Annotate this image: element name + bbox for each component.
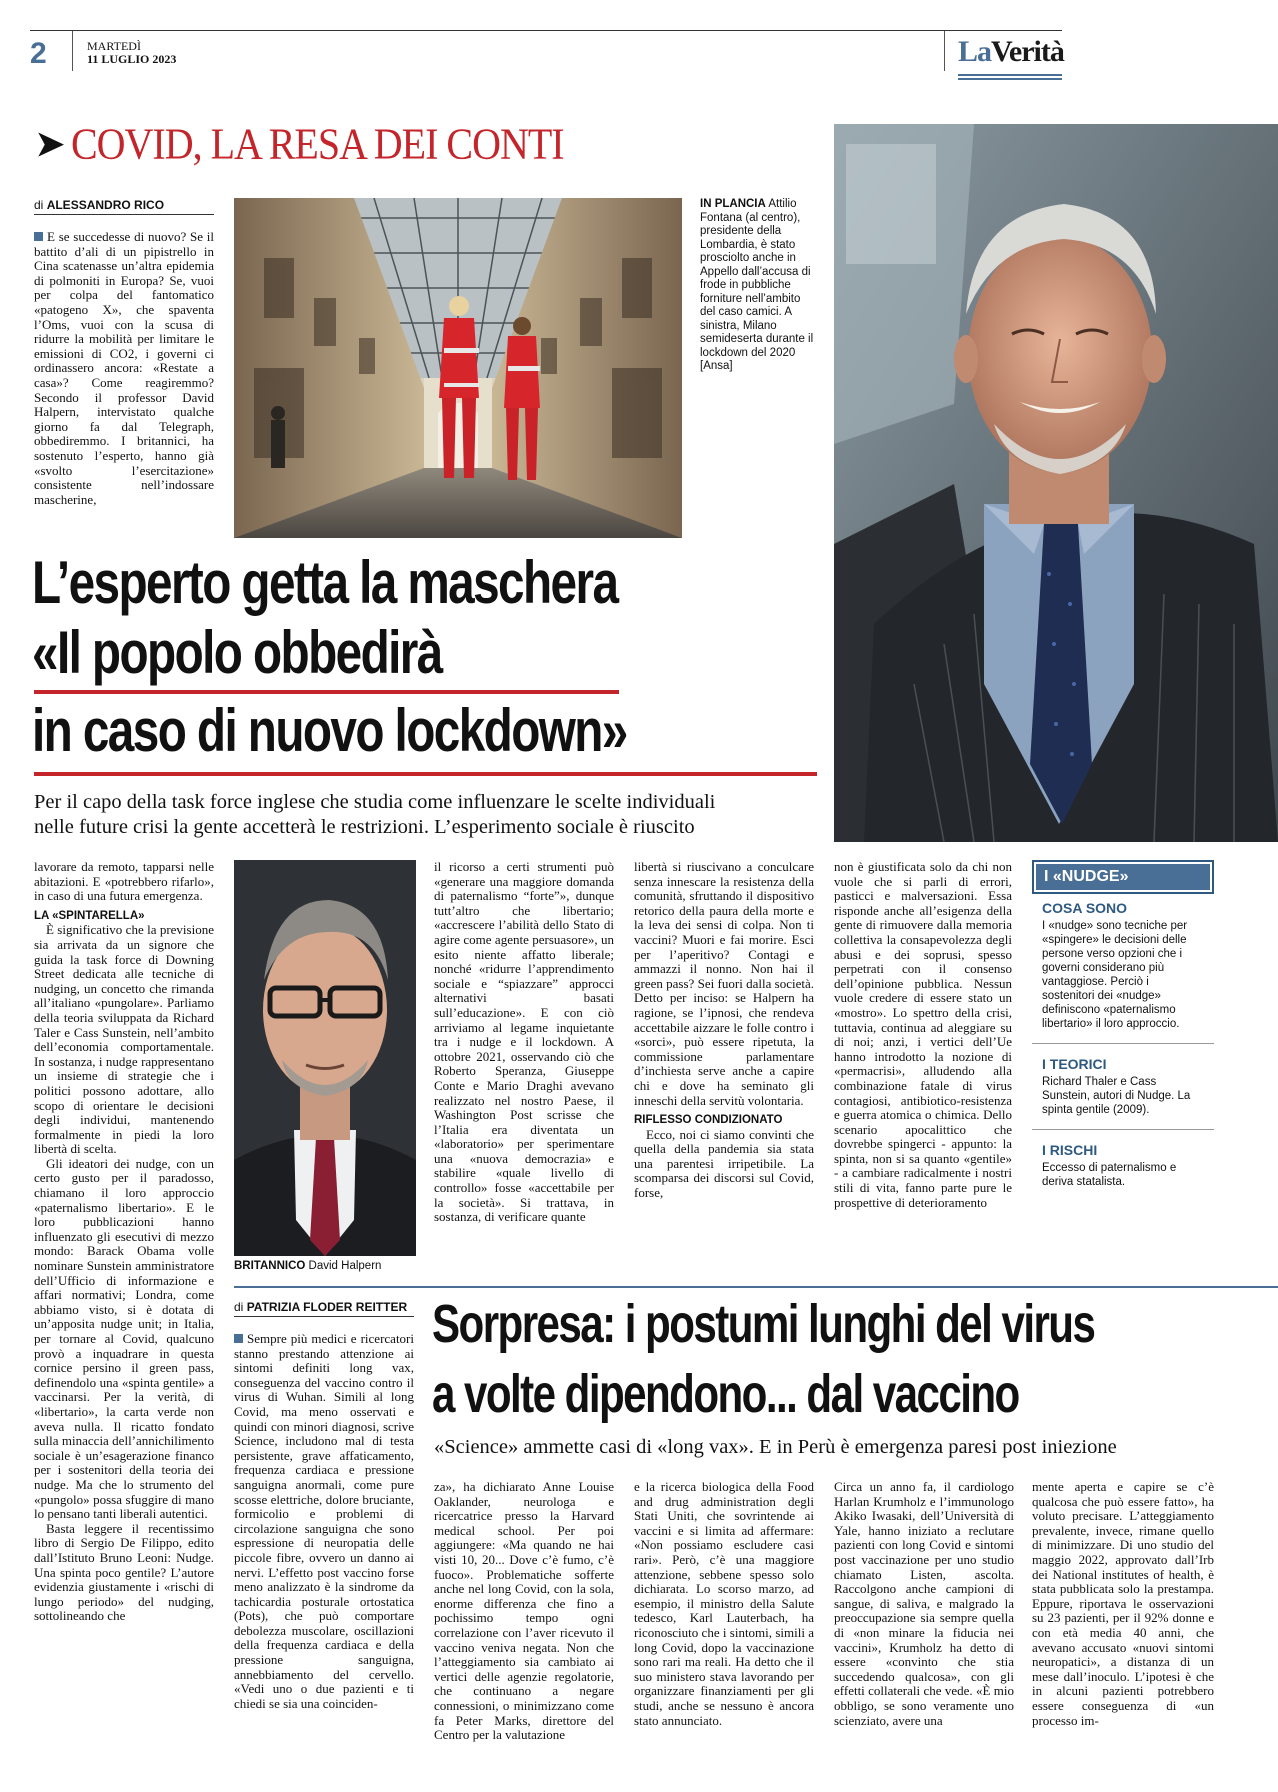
weekday: MARTEDÌ xyxy=(87,39,141,53)
date: 11 LUGLIO 2023 xyxy=(87,52,177,66)
author-name: ALESSANDRO RICO xyxy=(46,198,165,212)
newspaper-logo xyxy=(958,35,1064,69)
article1-col3: il ricorso a certi strumenti può «generare una maggiore domanda di paternalismo “forte”», dunque tutt’altro che libertario; «accrescere l’abilità dello Stato di agire come agente persuasore», un esito niente affatto liberale; nonché «ridurre l’apprendimento sociale e “spiazzare” approcci alternativi basati sull’educazione». E con ciò arriviamo al legame inquietante tra i nudge e il lockdown. A ottobre 2021, osservando ciò che Roberto Speranza, Giuseppe Conte e Mario Draghi avevano realizzato nel nostro Paese, il Washington Post scrisse che l’Italia era diventata un «laboratorio» per sperimentare una «nuova democrazia» e stabilire «quale livello di controllo» fosse «accettabile per la società». Si trattava, in sostanza, di verificare quante xyxy=(434,860,614,1225)
article2-col3: e la ricerca biologica della Food and drug administration degli Stati Uniti, che sovrintende ai vaccini e si limita ad affermare: «Non possiamo escludere casi rari». Però, c’è una maggiore attenzione, sebbene spesso solo dichiarata. Lo scorso marzo, ad esempio, il ministro della Salute tedesco, Karl Lauterbach, ha riconosciuto che i sintomi, simili a long Covid, dopo la vaccinazione sono rari ma reali. Ha detto che il suo ministero stava lavorando per organizzare finanziamenti per gli studi, anche se nessuno è ancora stato annunciato. xyxy=(634,1480,814,1728)
sidebar-block-teorici: I TEORICI Richard Thaler e Cass Sunstein, autori di Nudge. La spinta gentile (2009). xyxy=(1032,1044,1214,1130)
caption-label: IN PLANCIA xyxy=(700,198,766,210)
photo-caption-britannico: BRITANNICO David Halpern xyxy=(234,1260,382,1272)
byline-article1: di ALESSANDRO RICO xyxy=(34,198,214,215)
headline-underline-2 xyxy=(34,772,817,776)
subheading-spintarella: LA «SPINTARELLA» xyxy=(34,909,145,922)
headline-article1-line1: L’esperto getta la maschera xyxy=(32,549,618,616)
square-bullet-icon-2 xyxy=(234,1334,243,1343)
standfirst-article1: Per il capo della task force inglese che studia come influenzare le scelte individuali nelle future crisi la gente accetterà le restrizioni. L’esperimento sociale è riuscito xyxy=(34,791,716,838)
sidebar-nudge xyxy=(1032,860,1214,1201)
headline-article1-line3: in caso di nuovo lockdown» xyxy=(32,697,627,764)
photo-david-halpern xyxy=(234,860,416,1256)
figure-passerby xyxy=(271,406,285,468)
subheading-riflesso: RIFLESSO CONDIZIONATO xyxy=(634,1114,783,1127)
sidebar-block-rischi: I RISCHI Eccesso di paternalismo e deriva statalista. xyxy=(1042,1142,1177,1188)
byline-article2: di PATRIZIA FLODER REITTER xyxy=(234,1300,414,1317)
photo-attilio-fontana xyxy=(834,124,1278,842)
headline-article1-line2: «Il popolo obbedirà xyxy=(32,619,442,686)
photo-galleria-milano xyxy=(234,198,682,538)
article2-col1: Sempre più medici e ricercatori stanno prestando attenzione ai sintomi definiti long vax, conseguenza del vaccino contro il virus di Wuhan. Simili al long Covid, ma meno osservati e quindi con minori diagnosi, scrive Science, includono mal di testa persistente, grave affaticamento, frequenza cardiaca e pressione sanguigna anormali, come pure scosse elettriche, dolore bruciante, formicolio e problemi di circolazione sanguigna che sono espressione di neuropatia delle piccole fibre, ovvero un danno ai nervi. L’effetto post vaccino forse meno analizzato è la sindrome da tachicardia posturale ortostatica (Pots), che può comportare debolezza muscolare, oscillazioni della frequenza cardiaca e della pressione sanguigna, annebbiamento del cervello. «Vedi uno o due pazienti e ti chiedi se sia una coinciden- xyxy=(234,1332,414,1711)
fontana-illustration xyxy=(834,124,1278,842)
article2-col2: za», ha dichiarato Anne Louise Oaklander, neurologa e ricercatrice presso la Harvard medical school. Per poi aggiungere: «Ma quando ne hai visti 10, 20... Dove c’è fumo, c’è fuoco». Problematiche sofferte anche nel long Covid, con la sola, enorme differenza che fino a pochissimo tempo ogni correlazione con l’aver ricevuto il vaccino veniva negata. Non che l’atteggiamento sia cambiato ai vertici delle agenzie regolatorie, che continuano a negare connessioni, o minimizzano come fa Peter Marks, direttore del Centro per la valutazione xyxy=(434,1480,614,1743)
photo-caption-in-plancia: IN PLANCIA Attilio Fontana (al centro), presidente della Lombardia, è stato prosciolto anche in Appello dall’accusa di frode in pubbliche forniture nell’ambito del caso camici. A sinistra, Milano semideserta durante il lockdown del 2020 [Ansa] xyxy=(700,198,814,372)
headline-article2-line2: a volte dipendono... dal vaccino xyxy=(432,1364,1019,1424)
logo-verita: Verità xyxy=(991,35,1064,68)
article1-col4: libertà si riuscivano a conculcare senza innescare la resistenza della comunità, sfruttando il dispositivo retorico della paura della morte e la leva dei sensi di colpa. Non ti vaccini? Muori e fai morire. Esci per l’aperitivo? Contagi e ammazzi il nonno. Non hai il green pass? Sei fuori dalla società. Detto per inciso: se Halpern ha ragione, se l’ipnosi, che rendeva accettabile aizzare le folle contro i «sorci», può essere ripetuta, la commissione parlamentare d’inchiesta serve anche a capire chi e dove ha seminato gli inneschi della servitù volontaria. RIFLESSO CONDIZIONATO Ecco, noi ci siamo convinti che quella della pandemia sia stata una parentesi irripetibile. La scomparsa dei discorsi sul Covid, forse, xyxy=(634,860,814,1201)
article1-col1-bottom: lavorare da remoto, tapparsi nelle abitazioni. E «potrebbero rifarlo», in caso di una futura emergenza. LA «SPINTARELLA» È significativo che la previsione sia arrivata da un signore che guida la task force di Downing Street dedicata alle tecniche di nudging, un concetto che rimanda all’italiano «pungolare». Parliamo della teoria sviluppata da Richard Taler e Cass Sunstein, nell’ambito dell’economia comportamentale. In sostanza, i nudge rappresentano un insieme di strategie che i politici possono adottare, allo scopo di orientare le decisioni degli individui, mantenendo formalmente in piedi la loro libertà di scelta. Gli ideatori dei nudge, con un certo gusto per il paradosso, chiamano il loro approccio «paternalismo libertario». E le loro pubblicazioni hanno influenzato gli esecutivi di mezzo mondo: Barack Obama volle nominare Sunstein amministratore dell’Ufficio di informazione e affari normativi; Londra, come abbiamo visto, si è dotata di un’apposita nudge unit; in Italia, per tornare al Covid, qualcuno provò a inquadrare in questa cornice persino il green pass, definendolo una «spinta gentile» a vaccinarsi. Per la verità, di «libertario», la carta verde non aveva nulla. Il ricatto fondato sulla minaccia dell’annichilimento sociale è un’esagerazione financo per i sostenitori della teoria dei nudge. Ma che lo strumento del «pungolo» possa sfuggire di mano lo pensano tanti liberali autentici. Basta leggere il recentissimo libro di Sergio De Filippo, edito dall’Istituto Bruno Leoni: Nudge. Una spinta poco gentile? L’autore evidenzia giustamente i «rischi di lungo periodo» del nudging, sottolineando che xyxy=(34,860,214,1624)
author-name-2: PATRIZIA FLODER REITTER xyxy=(246,1300,408,1314)
headline-article2-line1: Sorpresa: i postumi lunghi del virus xyxy=(432,1294,1095,1354)
section-title: COVID, LA RESA DEI CONTI xyxy=(70,118,564,169)
section-header xyxy=(34,120,564,170)
article1-col5: non è giustificata solo da chi non vuole che si parli di errori, pasticci e malversazioni. Essa risponde anche all’esigenza della gente di rimuovere dalla memoria collettiva la consapevolezza degli abusi e dei soprusi, spesso perpetrati con il consenso dell’opinione pubblica. Nessun vuole credere di essere stato un «mostro». Lo spettro della crisi, tuttavia, continua ad aleggiare su di noi; anzi, i vertici dell’Ue hanno introdotto la nozione di «permacrisi», alludendo alla combinazione fatale di virus contagiosi, antibiotico-resistenza e guerra atomica o chimica. Dello scenario apocalittico che dovrebbe spingerci - appunto: la spinta, non si sa quanto «gentile» - a cambiare radicalmente i nostri stili di vita, fanno parte pure le prospettive di deterioramento xyxy=(834,860,1012,1210)
sidebar-block-cosa-sono: COSA SONO I «nudge» sono tecniche per «spingere» le decisioni delle persone verso opzioni che i governi considerano più vantaggiose. Perciò i sostenitori dei «nudge» definiscono «paternalismo libertario» il loro approccio. xyxy=(1032,894,1214,1044)
halpern-illustration xyxy=(234,860,416,1256)
article-divider xyxy=(234,1286,1278,1288)
article2-col4: Circa un anno fa, il cardiologo Harlan Krumholz e l’immunologo Akiko Iwasaki, dell’Università di Yale, hanno iniziato a reclutare pazienti con long Covid e sintomi post vaccinazione per uno studio chiamato Listen, ascolta. Raccolgono anche campioni di sangue, di saliva, e malgrado la preoccupazione sia sempre quella di «non minare la fiducia nei vaccini», Krumholz ha detto di essere «convinto che stia succedendo qualcosa», con gli effetti collaterali che vede. «È mio obbligo, se sono veramente uno scienziato, avere una xyxy=(834,1480,1014,1728)
standfirst-article2: «Science» ammette casi di «long vax». E in Perù è emergenza paresi post iniezione xyxy=(434,1436,1117,1458)
article1-col1-top: E se succedesse di nuovo? Se il battito d’ali di un pipistrello in Cina scatenasse un’altra epidemia di polmoniti in Europa? Se, vuoi per colpa del fantomatico «patogeno X», che spaventa l’Oms, vuoi con la scusa di ridurre la mobilità per limitare le emissioni di CO2, i governi ci ordinassero ancora: «Restate a casa»? Come reagiremmo? Secondo il professor David Halpern, intervistato qualche giorno fa dal Telegraph, obbediremmo. I britannici, ha sostenuto l’esperto, hanno già «svolto l’esercitazione» consistente nell’indossare mascherine, xyxy=(34,230,214,507)
square-bullet-icon xyxy=(34,232,43,241)
article2-col5: mente aperta e capire se c’è qualcosa che può essere fatto», ha voluto precisare. L’atteggiamento prevalente, invece, rimane quello di minimizzare. Di uno studio del maggio 2022, approvato dall’Irb dei National institutes of health, è stata pubblicata solo la prestampa. Eppure, riportava le osservazioni su 23 pazienti, per il 92% donne e con età media 40 anni, che avevano accusato «nuovi sintomi neuropatici», a distanza di un mese dall’inoculo. L’ipotesi è che in alcuni pazienti potrebbero essere conseguenza di «un processo im- xyxy=(1032,1480,1214,1728)
masthead xyxy=(30,30,1062,80)
logo-la: La xyxy=(958,35,992,68)
galleria-illustration xyxy=(234,198,682,538)
sidebar-title: I «NUDGE» xyxy=(1032,860,1214,894)
headline-underline xyxy=(34,690,619,694)
page-number: 2 xyxy=(30,37,47,70)
section-arrow: ➤ xyxy=(34,121,66,166)
